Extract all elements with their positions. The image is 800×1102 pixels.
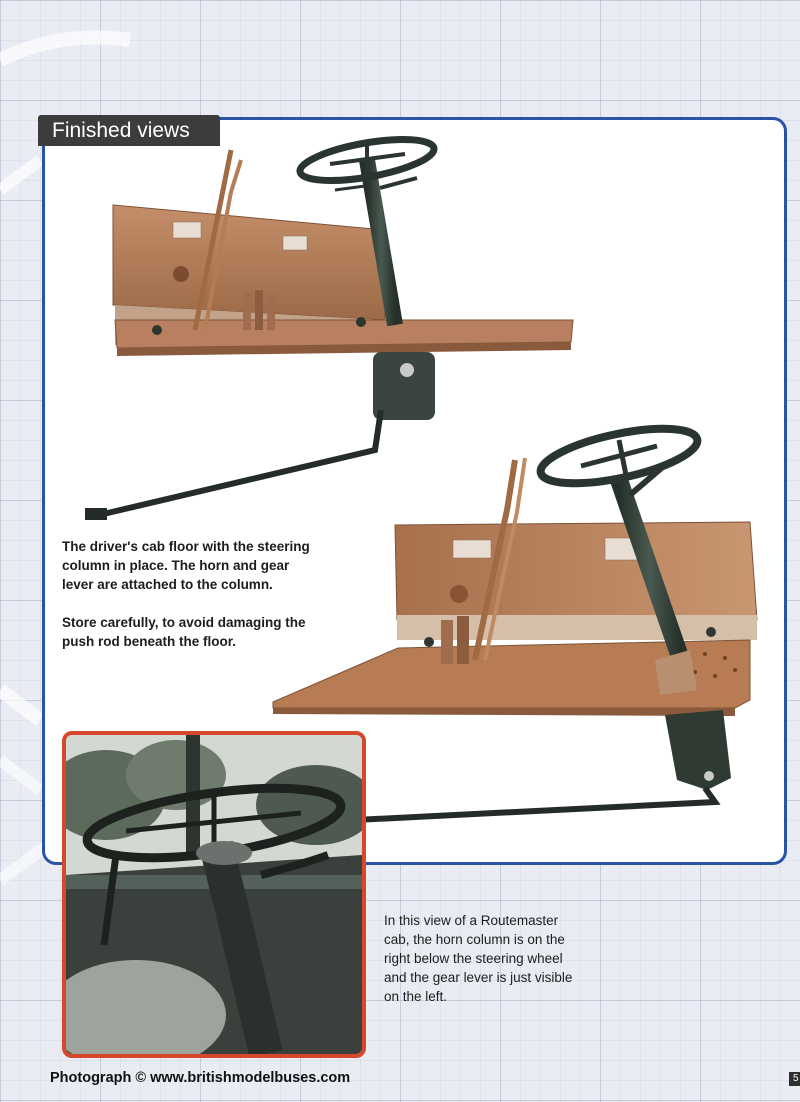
photo-credit: Photograph © www.britishmodelbuses.com xyxy=(50,1070,351,1086)
section-title: Finished views xyxy=(38,115,220,146)
routemaster-cab-photo-image xyxy=(66,735,362,1054)
caption-storage-note: Store carefully, to avoid damaging the push rod beneath the floor. xyxy=(62,615,306,649)
caption-routemaster-view: In this view of a Routemaster cab, the horn column is on the right below the steering wheel and the gear lever is just visible on the left. xyxy=(384,913,573,1004)
page-number: 5 xyxy=(789,1072,800,1086)
cab-floor-model-top-view xyxy=(85,131,573,520)
routemaster-cab-photo xyxy=(62,731,366,1058)
caption-cab-floor: The driver's cab floor with the steering column in place. The horn and gear lever are attached to the column. xyxy=(62,539,310,592)
